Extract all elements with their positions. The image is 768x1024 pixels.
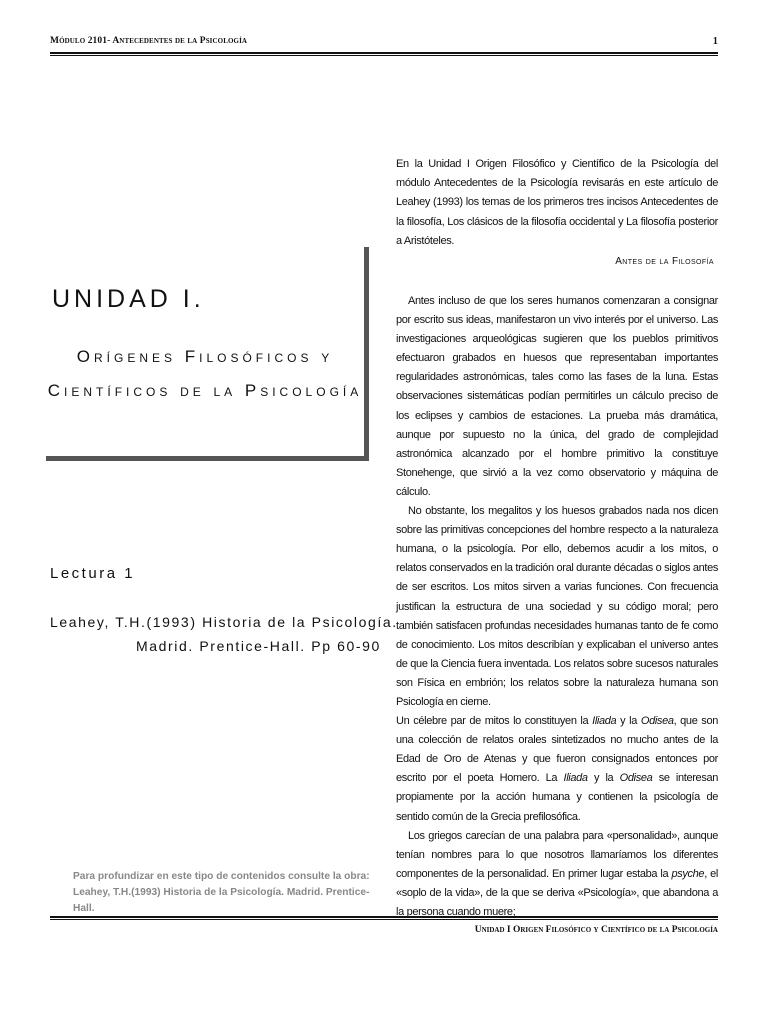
header-title: Módulo 2101- Antecedentes de la Psicología (50, 36, 248, 46)
p4-text-a: Los griegos carecían de una palabra para «personalidad», aunque tenían nombres para lo que nosotros llamaríamos los diferentes componentes de la personalidad. En primer lugar estaba la (396, 829, 718, 880)
paragraph-4 (396, 827, 718, 922)
p3-italic-odisea: Odisea (640, 715, 674, 728)
section-heading: Antes de la Filosofía (615, 256, 714, 267)
p3-text-e: se interesan propiamente por la acción humana y contienen la psicología de sentido común de la Grecia prefilosófica. (396, 772, 719, 823)
paragraph-1: Antes incluso de que los seres humanos comenzaran a consignar por escrito sus ideas, manifestaron un vivo interés por el universo. Las investigaciones arqueológicas sugieren que los pueblos primitivos efectuaron grabados en huesos que representaban importantes regularidades astronómicas, tales como las fases de la luna. Estas observaciones sistemáticas podían permitirles un cálculo preciso de los eclipses y cambios de estaciones. La prueba más dramática, aunque por supuesto no la única, del grado de complejidad astronómica alcanzado por el hombre primitivo la constituye Stonehenge, que sirvió a la vez como observatorio y máquina de cálculo. (396, 295, 718, 498)
further-reading-note (73, 869, 373, 917)
header-rule-thin (50, 55, 718, 56)
paragraph-2: No obstante, los megalitos y los huesos grabados nada nos dicen sobre las primitivas concepciones del hombre respecto a la naturaleza humana, o la psicología. Por ello, debemos acudir a los mitos, o relatos conservados en la tradición oral durante décadas o siglos antes de ser escritos. Los mitos sirven a varias funciones. Con frecuencia justifican la estructura de una sociedad y su código moral; pero también satisfacen profundas necesidades humanas tanto de fe como de conocimiento. Los mitos describían y explicaban el universo antes de que la Ciencia fuera inventada. Los relatos sobre sucesos naturales son Física en embrión; los relatos sobre la naturaleza humana son Psicología en cierne. (396, 505, 718, 708)
page-number: 1 (712, 36, 718, 47)
p4-text-b: , el «soplo de la vida», de la que se deriva «Psicología», que abandona a la persona cuando muere; (396, 867, 718, 918)
paragraph-3 (396, 712, 718, 827)
reading-reference-line2: Madrid. Prentice-Hall. Pp 60-90 (136, 638, 381, 654)
unit-title: UNIDAD I. (52, 285, 205, 313)
page-header (50, 36, 718, 50)
note-line2: Leahey, T.H.(1993) Historia de la Psicología. Madrid. Prentice-Hall. (73, 887, 370, 914)
note-line1: Para profundizar en este tipo de contenidos consulte la obra: (73, 871, 370, 882)
p3-text-c: , que son una colección de relatos orales sintetizados no mucho antes de la Edad de Oro de Atenas y que fueron consignados entonces por escrito por el poeta Homero. La (396, 715, 718, 785)
footer-rule (50, 916, 718, 918)
intro-paragraph (396, 155, 718, 251)
page-footer: Unidad I Origen Filosófico y Científico de la Psicología (474, 925, 718, 935)
p3-text-d: y la (587, 772, 620, 785)
unit-subtitle-line2: Científicos de la Psicología (47, 381, 363, 400)
unit-subtitle-line1: Orígenes Filosóficos y (76, 347, 334, 366)
body-text (396, 292, 718, 922)
unit-title-box (46, 247, 369, 461)
p3-italic-iliada-2: Iliada (563, 772, 588, 785)
p3-italic-odisea-2: Odisea (619, 772, 653, 785)
p3-italic-iliada: Iliada (592, 715, 617, 728)
p3-text-b: y la (616, 715, 641, 728)
header-rule (50, 52, 718, 54)
footer-rule-thin (50, 919, 718, 920)
p4-italic-psyche: psyche (671, 867, 705, 880)
p3-text-a: Un célebre par de mitos lo constituyen la (396, 715, 593, 728)
reading-reference-line1: Leahey, T.H.(1993) Historia de la Psicología. (50, 614, 398, 630)
reading-label: Lectura 1 (50, 565, 136, 582)
intro-text: En la Unidad I Origen Filosófico y Científico de la Psicología del módulo Antecedentes de la Psicología revisarás en este artículo de Leahey (1993) los temas de los primeros tres incisos Antecedentes de la filosofía, Los clásicos de la filosofía occidental y La filosofía posterior a Aristóteles. (396, 158, 718, 247)
